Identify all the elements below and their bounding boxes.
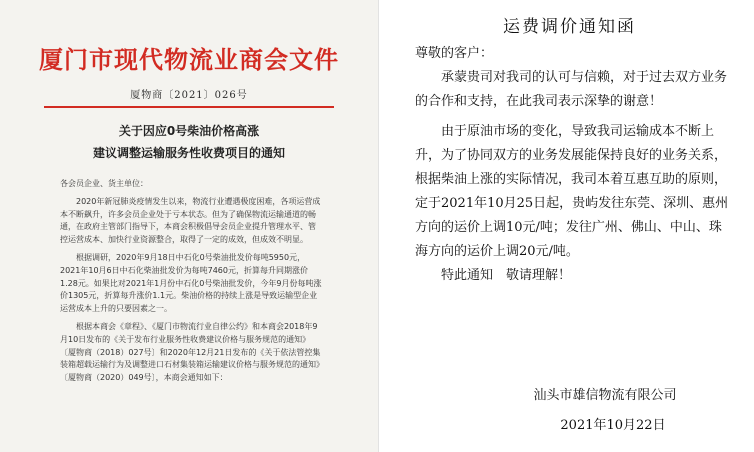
document-number: 厦物商〔2021〕026号 [130,90,248,101]
letter-closing: 特此通知 敬请理解！ [441,268,572,283]
notice-paragraph-2: 根据调研，2020年9月18日中石化0号柴油批发价每吨5950元，2021年10月6日中石化柴油批发价为每吨7460元，折算每升同期涨价1.28元。如果比对2021年1月份中石化0号柴油批发价，今年9月份每吨涨价1305元，折算每升涨价1.1元。柴油价格的持续上涨是导致运输型企业运营成本上升的只要因素之一。 [60,252,322,314]
notice-title-line-2: 建议调整运输服务性收费项目的通知 [92,146,285,160]
letter-paragraph-2: 由于原油市场的变化，导致我司运输成本不断上升，为了协同双方的业务发展能保持良好的业务关系，根据柴油上涨的实际情况，我司本着互惠互助的原则，定于2021年10月25日起，贵屿发往东莞、深圳、惠州方向的运价上调10元/吨；发往广州、佛山、中山、珠海方向的运价上调20元/吨。 [415,124,729,259]
notice-paragraph-1: 2020年新冠肺炎疫情发生以来，物流行业遭遇极度困难，各项运营成本不断飙升，许多会员企业处于亏本状态。但为了确保物流运输通道的畅通，在政府主管部门指导下，本商会积极倡导会员企业提升管理水平、管控运营成本、加快行业资源整合，取得了一定的成效，但成效不明显。 [60,196,321,245]
notice-salutation: 各会员企业、货主单位： [60,179,148,188]
letterhead-red-rule [44,106,334,108]
letter-body [415,42,733,288]
notice-title [0,120,378,164]
right-document-panel [385,0,754,452]
org-letterhead-title: 厦门市现代物流业商会文件 [39,45,339,74]
letter-paragraph-1: 承蒙贵司对我司的认可与信赖，对于过去双方业务的合作和支持，在此我司表示深挚的谢意！ [415,70,728,109]
letter-title: 运费调价通知函 [503,17,636,37]
company-signature: 汕头市雄信物流有限公司 [533,388,677,403]
notice-paragraph-3: 根据本商会《章程》、《厦门市物流行业自律公约》和本商会2018年9月10日发布的《关于发布行业服务性收费建议价格与服务规范的通知》〔厦物商（2018）027号〕和2020年12月21日发布的《关于依法管控集装箱超载运输行为及调整进口石材集装箱运输建议价格与服务规范的通知》〔厦物商（2020）049号〕，本商会通知如下： [60,321,321,383]
notice-body [60,178,322,385]
letter-date: 2021年10月22日 [560,418,666,433]
letter-salutation: 尊敬的客户： [415,46,494,61]
notice-title-line-1: 关于因应0号柴油价格高涨 [118,124,260,138]
